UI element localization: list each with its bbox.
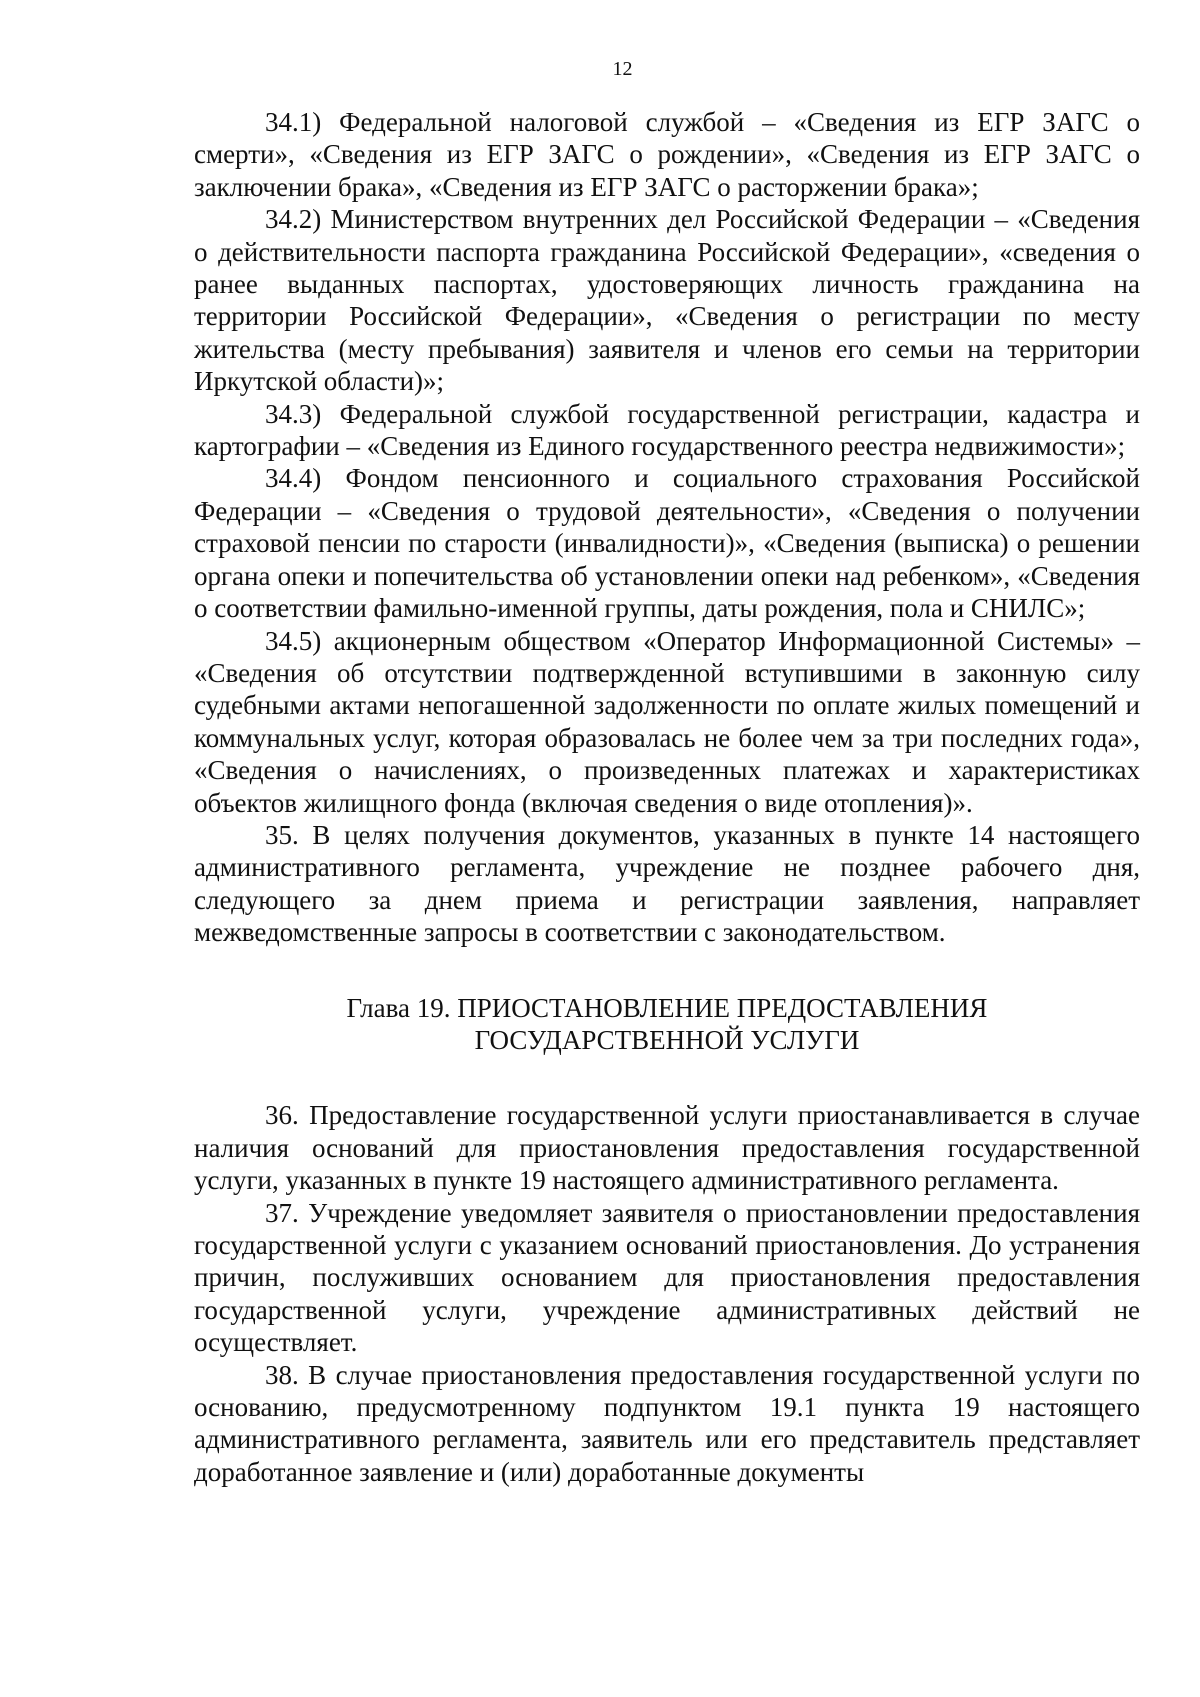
chapter-heading-line2: ГОСУДАРСТВЕННОЙ УСЛУГИ	[474, 1024, 860, 1055]
paragraph-37: 37. Учреждение уведомляет заявителя о приостановлении предоставления государственной услуги с указанием оснований приостановления. До устранения причин, послуживших основанием для приостановления предоставления государственной услуги, учреждение административных действий не осуществляет.	[194, 1197, 1140, 1358]
paragraph-38: 38. В случае приостановления предоставления государственной услуги по основанию, предусмотренному подпунктом 19.1 пункта 19 настоящего административного регламента, заявитель или его представитель представляет доработанное заявление и (или) доработанные документы	[194, 1359, 1140, 1487]
page-number: 12	[612, 58, 633, 80]
paragraph-34-5: 34.5) акционерным обществом «Оператор Информационной Системы» – «Сведения об отсутствии подтвержденной вступившими в законную силу судебными актами непогашенной задолженности по оплате жилых помещений и коммунальных услуг, которая образовалась не более чем за три последних года», «Сведения о начислениях, о произведенных платежах и характеристиках объектов жилищного фонда (включая сведения о виде отопления)».	[194, 625, 1140, 818]
paragraph-36: 36. Предоставление государственной услуги приостанавливается в случае наличия оснований для приостановления предоставления государственной услуги, указанных в пункте 19 настоящего административного регламента.	[194, 1100, 1140, 1196]
document-body	[194, 106, 1140, 1488]
paragraph-34-1: 34.1) Федеральной налоговой службой – «Сведения из ЕГР ЗАГС о смерти», «Сведения из ЕГР ЗАГС о рождении», «Сведения из ЕГР ЗАГС о заключении брака», «Сведения из ЕГР ЗАГС о расторжении брака»;	[194, 107, 1140, 202]
paragraph-34-3: 34.3) Федеральной службой государственной регистрации, кадастра и картографии – «Сведения из Единого государственного реестра недвижимости»;	[194, 398, 1140, 462]
paragraph-35: 35. В целях получения документов, указанных в пункте 14 настоящего административного регламента, учреждение не позднее рабочего дня, следующего за днем приема и регистрации заявления, направляет межведомственные запросы в соответствии с законодательством.	[194, 819, 1140, 948]
chapter-heading-line1: Глава 19. ПРИОСТАНОВЛЕНИЕ ПРЕДОСТАВЛЕНИЯ	[346, 992, 988, 1023]
chapter-heading	[194, 992, 1140, 1057]
paragraph-34-2: 34.2) Министерством внутренних дел Российской Федерации – «Сведения о действительности паспорта гражданина Российской Федерации», «сведения о ранее выданных паспортах, удостоверяющих личность гражданина на территории Российской Федерации», «Сведения о регистрации по месту жительства (месту пребывания) заявителя и членов его семьи на территории Иркутской области)»;	[194, 204, 1140, 397]
paragraph-34-4: 34.4) Фондом пенсионного и социального страхования Российской Федерации – «Сведения о трудовой деятельности», «Сведения о получении страховой пенсии по старости (инвалидности)», «Сведения (выписка) о решении органа опеки и попечительства об установлении опеки над ребенком», «Сведения о соответствии фамильно-именной группы, даты рождения, пола и СНИЛС»;	[194, 463, 1140, 624]
